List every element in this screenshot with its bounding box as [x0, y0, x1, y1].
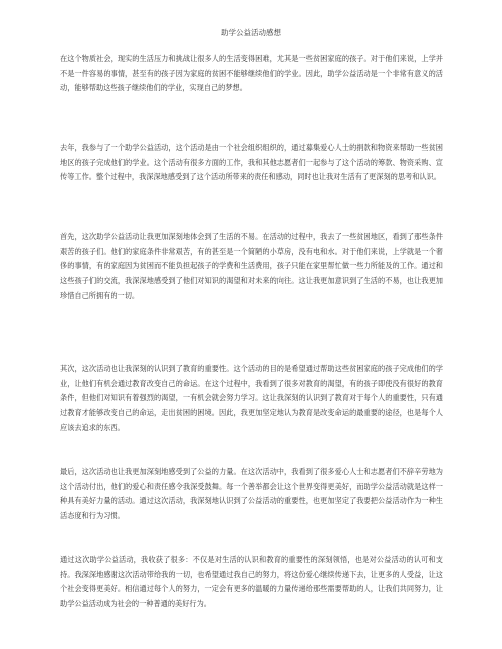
- paragraph-intro: 在这个物质社会，现实的生活压力和挑战让很多人的生活变得困难，尤其是一些贫困家庭的孩子。对于他们来说，上学并不是一件容易的事情，甚至有的孩子因为家庭的贫困不能够继续他们的学业。因此，助学公益活动是一个非常有意义的活动，能够帮助这些孩子继续他们的学业，实现自己的梦想。: [60, 54, 443, 93]
- paragraph-education: 其次，这次活动也让我深刻的认识到了教育的重要性。这个活动的目的是希望通过帮助这些贫困家庭的孩子完成他们的学业，让他们有机会通过教育改变自己的命运。在这个过程中，我看到了很多对教育的渴望，有的孩子即使没有很好的教育条件，但他们对知识有着强烈的渴望，一有机会就会努力学习。这让我深刻的认识到了教育对于每个人的重要性，只有通过教育才能够改变自己的命运，走出贫困的困境。因此，我更加坚定地认为教育是改变命运的最重要的途径，也是每个人应该去追求的东西。: [60, 364, 443, 432]
- paragraph-experience: 去年，我参与了一个助学公益活动，这个活动是由一个社会组织组织的，通过募集爱心人士的捐款和物资来帮助一些贫困地区的孩子完成他们的学业。这个活动有很多方面的工作，我和其他志愿者们一起参与了这个活动的筹款、物资采购、宣传等工作。整个过程中，我深深地感受到了这个活动所带来的责任和感动，同时也让我对生活有了更深刻的思考和认识。: [60, 143, 443, 182]
- paragraph-charity-power: 最后，这次活动也让我更加深刻地感受到了公益的力量。在这次活动中，我看到了很多爱心人士和志愿者们不辞辛劳地为这个活动付出，他们的爱心和责任感令我深受鼓舞。每一个善举都会让这个世界变得更美好，而助学公益活动就是这样一种具有美好力量的活动。通过这次活动，我深刻地认识到了公益活动的重要性，也更加坚定了我要把公益活动作为一种生活态度和行为习惯。: [60, 467, 443, 521]
- paragraph-conclusion: 通过这次助学公益活动，我收获了很多：不仅是对生活的认识和教育的重要性的深刻领悟，也是对公益活动的认可和支持。我深深地感谢这次活动带给我的一切，也希望通过我自己的努力，将这份爱心继续传递下去，让更多的人受益，让这个社会变得更美好。相信通过每个人的努力，一定会有更多的温暖的力量传递给那些需要帮助的人，让我们共同努力，让助学公益活动成为社会的一种普通的美好行为。: [60, 555, 443, 609]
- paragraph-hardship: 首先，这次助学公益活动让我更加深刻地体会到了生活的不易。在活动的过程中，我去了一些贫困地区，看到了那些条件艰苦的孩子们。他们的家庭条件非常艰苦，有的甚至是一个简陋的小草房，没有电和水。对于他们来说，上学就是一个奢侈的事情，有的家庭因为贫困而不能负担起孩子的学费和生活费用，孩子只能在家里帮忙做一些力所能及的工作。通过和这些孩子们的交流，我深深地感受到了他们对知识的渴望和对未来的向往。这让我更加意识到了生活的不易，也让我更加珍惜自己所拥有的一切。: [60, 232, 443, 300]
- document-title: 助学公益活动感想: [221, 28, 281, 37]
